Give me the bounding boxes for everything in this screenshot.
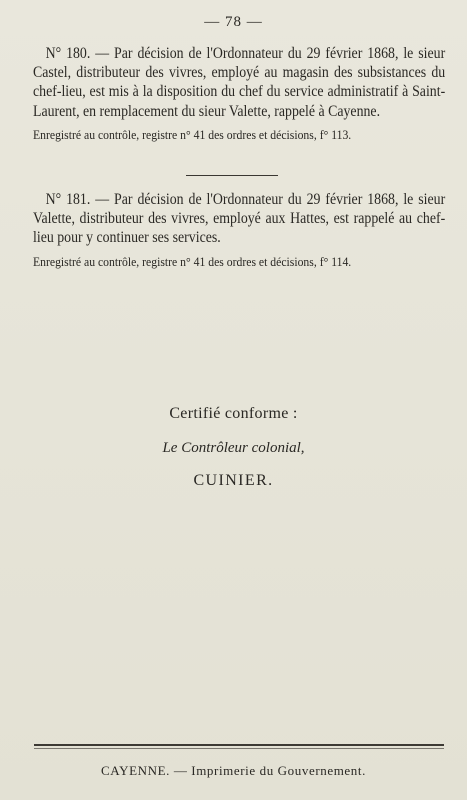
certification-signatory: CUINIER. [193, 472, 274, 489]
decision-text: N° 181. — Par décision de l'Ordonnateur du 29 février 1868, le sieur Valette, distributeur des vivres, employé aux Hattes, est rappelé au chef-lieu pour y continuer ses services. [33, 191, 446, 247]
section-separator [186, 175, 278, 176]
certification-heading: Certifié conforme : [169, 405, 298, 422]
footer-rule-thin [34, 748, 444, 749]
printer-imprint: CAYENNE. — Imprimerie du Gouvernement. [101, 763, 366, 778]
page-number: — 78 — [204, 14, 263, 30]
decision-entry [33, 190, 445, 270]
decision-text: N° 180. — Par décision de l'Ordonnateur du 29 février 1868, le sieur Castel, distributeur des vivres, employé au magasin des subsistances du chef-lieu, est mis à la disposition du chef du service administratif à Saint-Laurent, en remplacement du sieur Valette, rappelé à Cayenne. [33, 45, 446, 120]
footer-rule [34, 744, 444, 746]
register-note: Enregistré au contrôle, registre n° 41 des ordres et décisions, f° 114. [33, 253, 352, 269]
register-note: Enregistré au contrôle, registre n° 41 des ordres et décisions, f° 113. [33, 126, 352, 142]
decision-entry [33, 44, 445, 143]
certification-role: Le Contrôleur colonial, [162, 440, 305, 456]
